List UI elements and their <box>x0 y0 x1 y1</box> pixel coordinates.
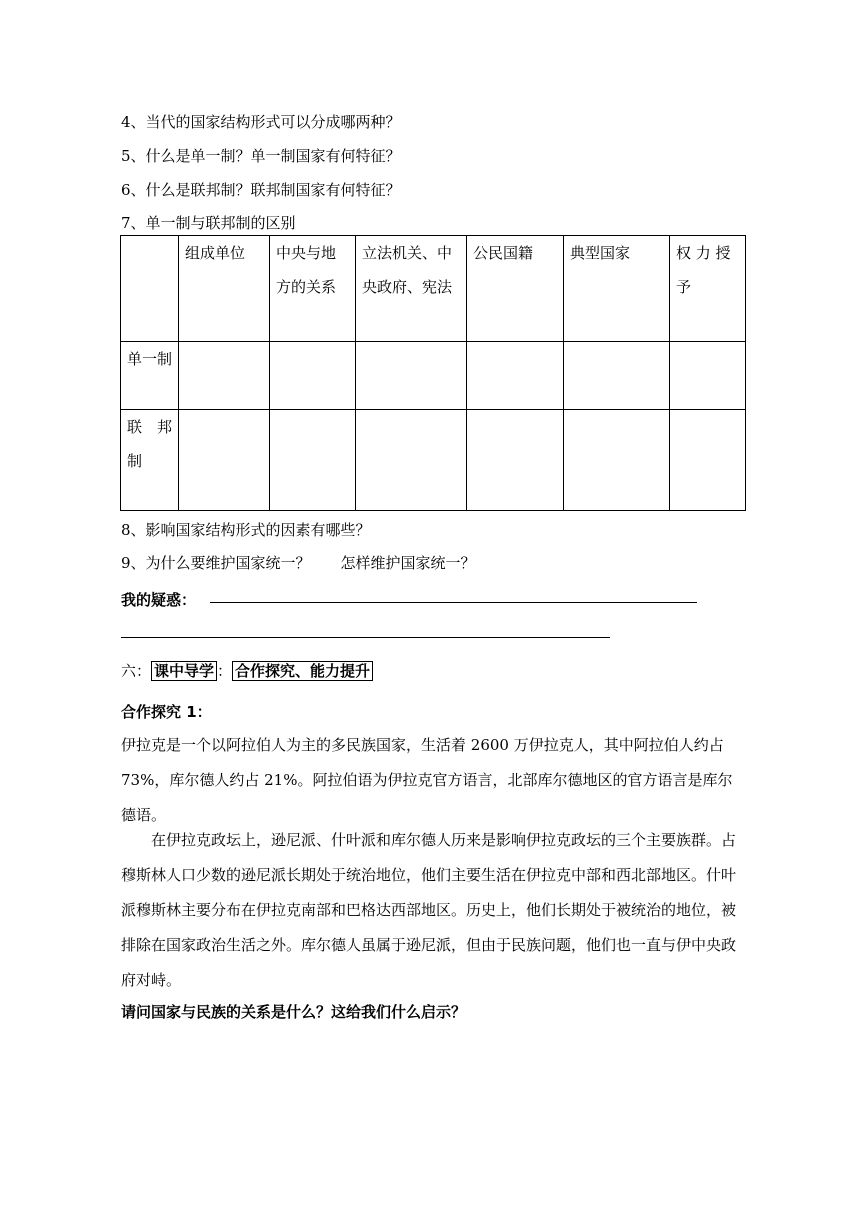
explore-question: 请问国家与民族的关系是什么？这给我们什么启示？ <box>121 1003 467 1021</box>
table-corner-cell <box>121 236 179 342</box>
table-cell <box>356 410 467 511</box>
table-cell <box>179 410 270 511</box>
table-cell <box>564 342 670 410</box>
answer-line[interactable] <box>121 637 610 638</box>
row-label-unitary: 单一制 <box>121 342 179 410</box>
doubt-label: 我的疑惑： <box>121 591 197 609</box>
header-typical-country: 典型国家 <box>564 236 670 342</box>
section-colon: ： <box>217 662 233 680</box>
header-citizenship: 公民国籍 <box>467 236 564 342</box>
header-legislature: 立法机关、中央政府、宪法 <box>356 236 467 342</box>
header-power-grant: 权 力 授 予 <box>670 236 746 342</box>
question-9: 9、为什么要维护国家统一？ 怎样维护国家统一？ <box>121 554 476 572</box>
table-cell <box>179 342 270 410</box>
explore-paragraph-2: 在伊拉克政坛上，逊尼派、什叶派和库尔德人历来是影响伊拉克政坛的三个主要族群。占穆斯林人口少数的逊尼派长期处于统治地位，他们主要生活在伊拉克中部和西北部地区。什叶派穆斯林主要分布在伊拉克南部和巴格达西部地区。历史上，他们长期处于被统治的地位，被排除在国家政治生活之外。库尔德人虽属于逊尼派，但由于民族问题，他们也一直与伊中央政府对峙。 <box>121 831 737 989</box>
table-cell <box>670 342 746 410</box>
table-cell <box>564 410 670 511</box>
section-heading <box>121 661 373 681</box>
header-central-local: 中央与地方的关系 <box>270 236 356 342</box>
table-cell <box>670 410 746 511</box>
header-composition: 组成单位 <box>179 236 270 342</box>
question-8: 8、影响国家结构形式的因素有哪些？ <box>121 521 371 539</box>
table-cell <box>270 410 356 511</box>
question-4: 4、当代的国家结构形式可以分成哪两种？ <box>121 113 401 131</box>
comparison-table <box>120 235 746 511</box>
answer-line[interactable] <box>210 602 697 603</box>
section-box-explore: 合作探究、能力提升 <box>232 661 373 681</box>
table-cell <box>356 342 467 410</box>
question-5: 5、什么是单一制？单一制国家有何特征？ <box>121 147 401 165</box>
section-prefix: 六： <box>121 662 152 680</box>
table-cell <box>270 342 356 410</box>
question-6: 6、什么是联邦制？联邦制国家有何特征？ <box>121 181 401 199</box>
row-label-federal: 联 邦制 <box>121 410 179 511</box>
table-cell <box>467 410 564 511</box>
section-box-guide: 课中导学 <box>151 661 217 681</box>
question-7: 7、单一制与联邦制的区别 <box>121 214 296 232</box>
explore-title: 合作探究 1： <box>121 703 212 721</box>
table-cell <box>467 342 564 410</box>
explore-paragraph-1: 伊拉克是一个以阿拉伯人为主的多民族国家，生活着 2600 万伊拉克人，其中阿拉伯人约占 73%，库尔德人约占 21%。阿拉伯语为伊拉克官方语言，北部库尔德地区的官方语言是库尔德语。 <box>121 736 733 824</box>
